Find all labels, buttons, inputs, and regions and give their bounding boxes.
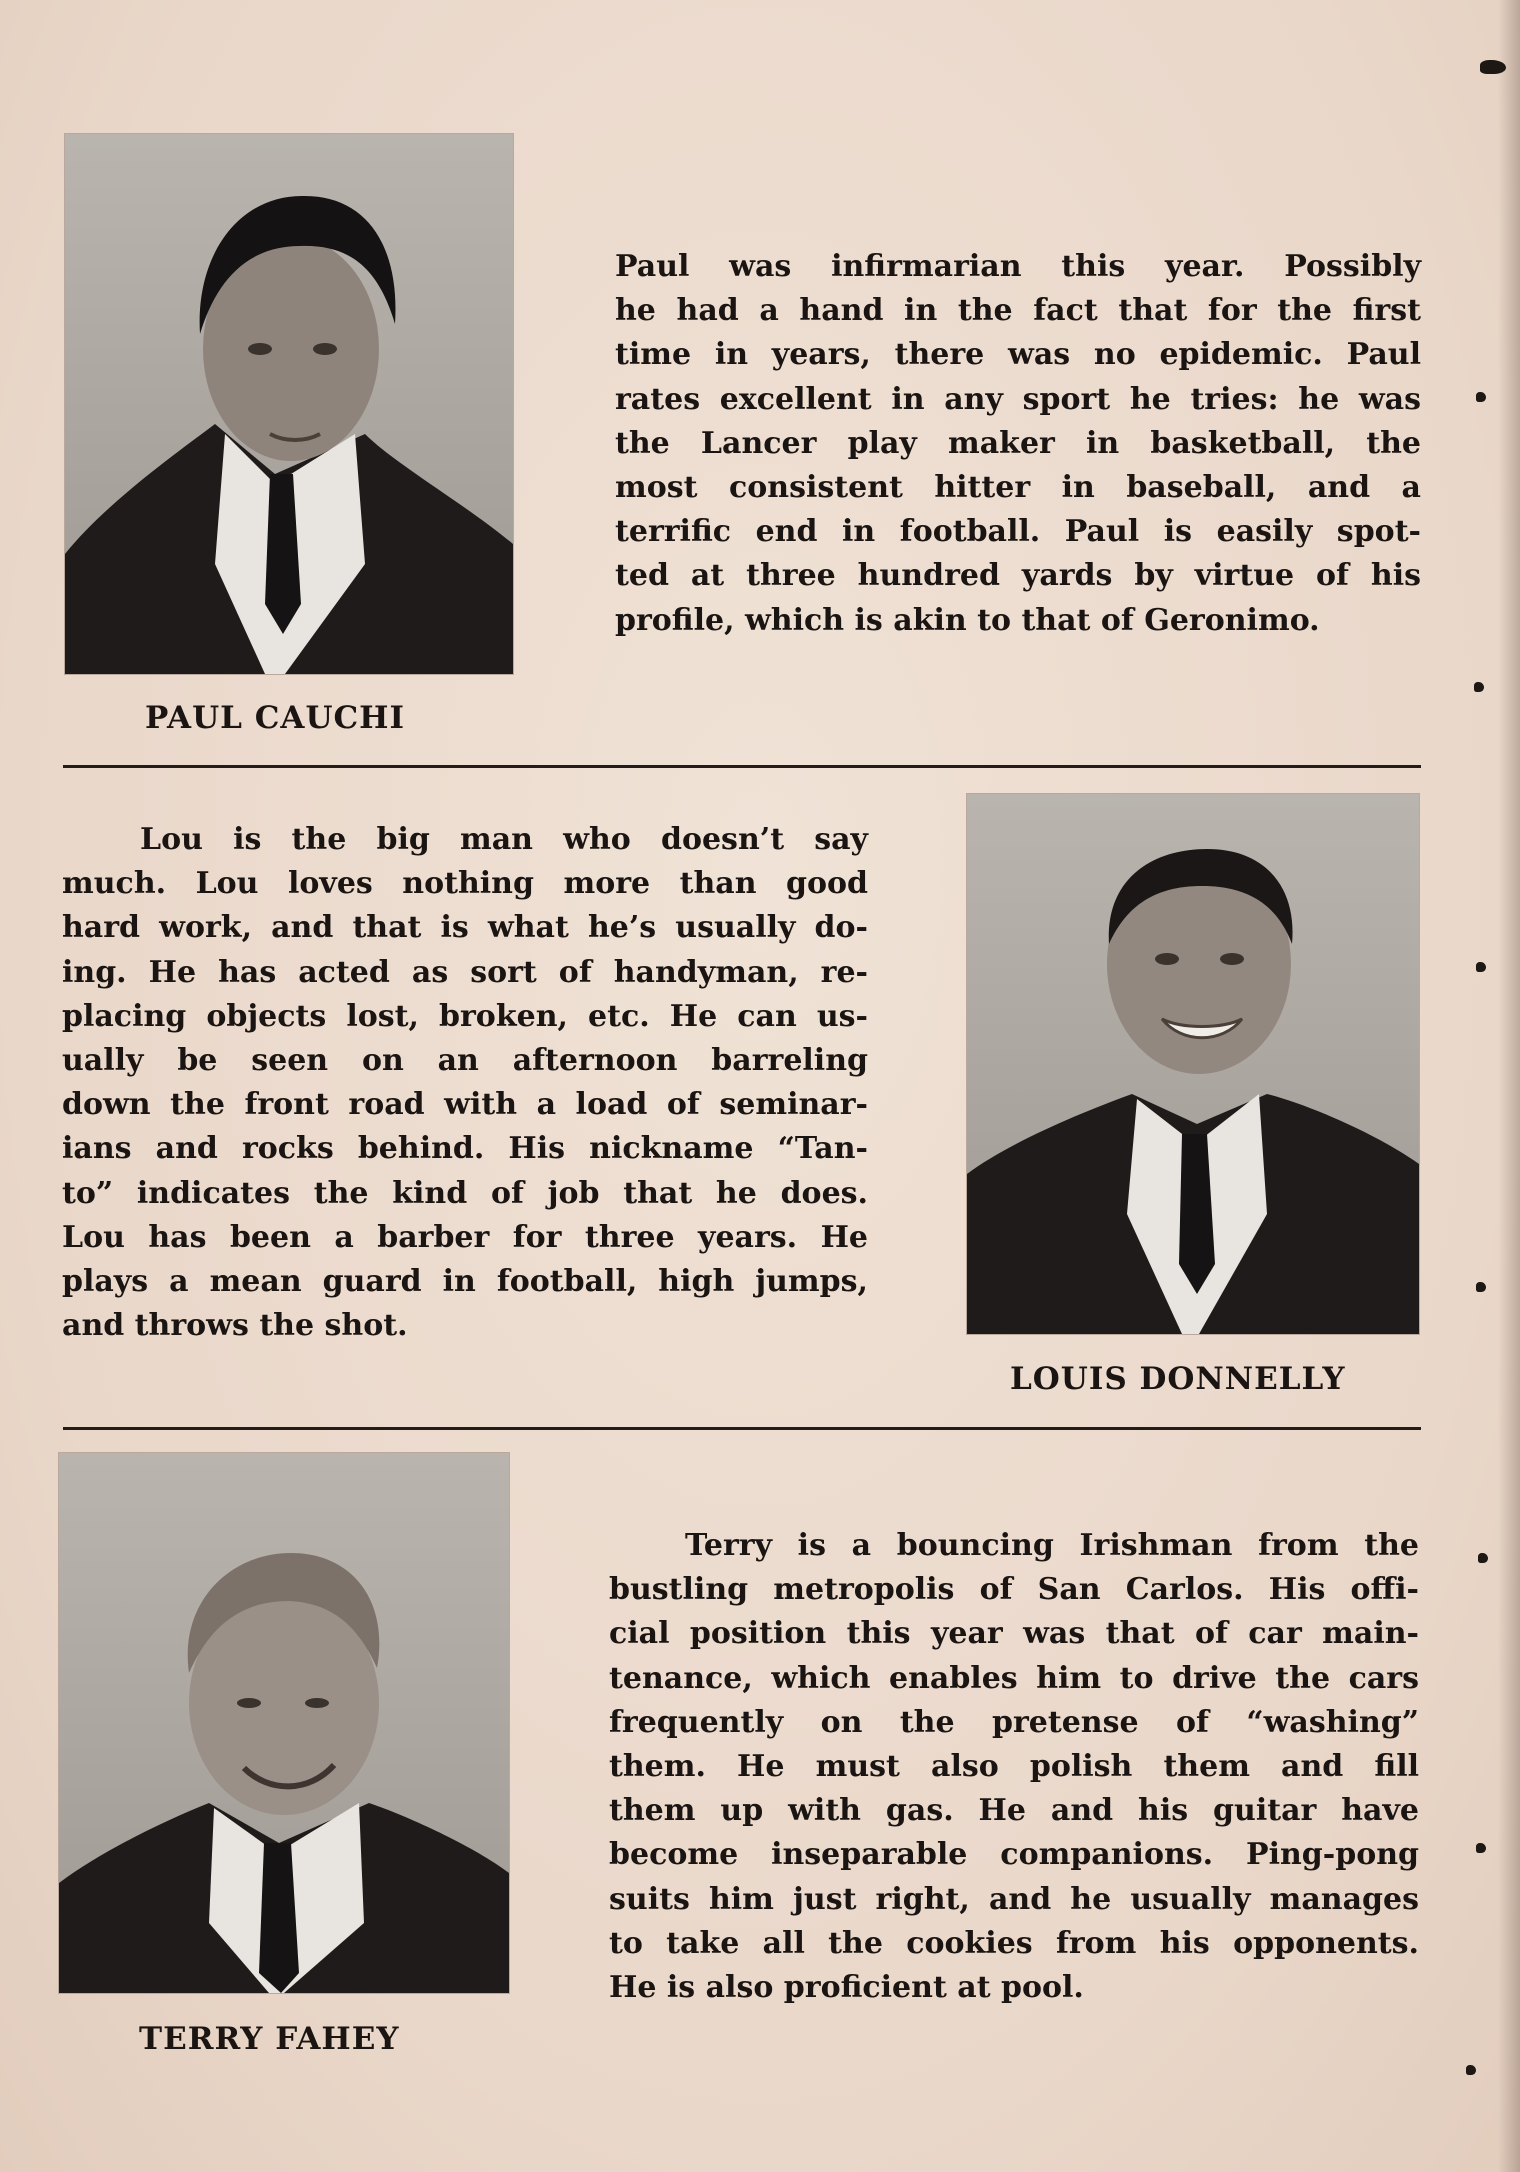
bio-line: bustling metropolis of San Carlos. His offi- <box>609 1572 1419 1608</box>
edge-speck <box>1474 682 1484 692</box>
edge-speck <box>1466 2065 1476 2075</box>
edge-speck <box>1476 962 1486 972</box>
bio-line: ted at three hundred yards by virtue of his <box>615 558 1421 594</box>
bio-line: Terry is a bouncing Irishman from the <box>685 1528 1419 1563</box>
portrait-photo-paul-cauchi <box>64 133 514 675</box>
edge-speck <box>1480 60 1506 74</box>
bio-line: frequently on the pretense of “washing” <box>609 1704 1419 1740</box>
page-edge-shadow <box>1498 0 1520 2172</box>
bio-line: to take all the cookies from his opponents. <box>609 1925 1419 1961</box>
edge-speck <box>1476 392 1486 402</box>
bio-line: the Lancer play maker in basketball, the <box>615 425 1421 461</box>
bio-line: become inseparable companions. Ping-pong <box>609 1837 1419 1873</box>
bio-line: Paul was infirmarian this year. Possibly <box>615 249 1421 284</box>
bio-line: hard work, and that is what he’s usually do- <box>62 910 868 946</box>
portrait-photo-terry-fahey <box>58 1452 510 1994</box>
bio-line: ians and rocks behind. His nickname “Tan- <box>62 1131 868 1167</box>
bio-line: placing objects lost, broken, etc. He can us- <box>62 998 868 1034</box>
bio-line: them. He must also polish them and fill <box>609 1749 1419 1785</box>
bio-paul-cauchi <box>615 245 1421 643</box>
bio-line: to” indicates the kind of job that he does. <box>62 1175 868 1211</box>
bio-line: most consistent hitter in baseball, and a <box>615 470 1421 506</box>
edge-speck <box>1476 1282 1486 1292</box>
bio-line: suits him just right, and he usually manages <box>609 1881 1419 1917</box>
name-caption-louis-donnelly: LOUIS DONNELLY <box>1010 1361 1346 1397</box>
section-divider <box>63 765 1421 768</box>
name-caption-terry-fahey: TERRY FAHEY <box>139 2021 400 2057</box>
bio-line: tenance, which enables him to drive the cars <box>609 1660 1419 1696</box>
bio-line: ing. He has acted as sort of handyman, re- <box>62 954 868 990</box>
bio-line: down the front road with a load of seminar- <box>62 1087 868 1123</box>
bio-line: cial position this year was that of car main- <box>609 1616 1419 1652</box>
bio-line: profile, which is akin to that of Geronimo. <box>615 602 1320 638</box>
bio-line: much. Lou loves nothing more than good <box>62 866 868 902</box>
bio-line: plays a mean guard in football, high jumps, <box>62 1264 868 1300</box>
bio-line: ually be seen on an afternoon barreling <box>62 1043 868 1079</box>
bio-line: Lou is the big man who doesn’t say <box>140 822 868 857</box>
bio-line: and throws the shot. <box>62 1308 408 1344</box>
edge-speck <box>1478 1553 1488 1563</box>
portrait-photo-louis-donnelly <box>966 793 1420 1335</box>
bio-line: Lou has been a barber for three years. He <box>62 1219 868 1255</box>
name-caption-paul-cauchi: PAUL CAUCHI <box>145 700 405 736</box>
bio-terry-fahey <box>609 1524 1419 2010</box>
bio-line: He is also proficient at pool. <box>609 1970 1084 2006</box>
bio-line: time in years, there was no epidemic. Paul <box>615 337 1421 373</box>
section-divider <box>63 1427 1421 1430</box>
bio-louis-donnelly <box>62 818 868 1348</box>
bio-line: them up with gas. He and his guitar have <box>609 1793 1419 1829</box>
bio-line: he had a hand in the fact that for the first <box>615 293 1421 329</box>
bio-line: rates excellent in any sport he tries: he was <box>615 381 1421 417</box>
bio-line: terrific end in football. Paul is easily spot- <box>615 514 1421 550</box>
edge-speck <box>1476 1843 1486 1853</box>
